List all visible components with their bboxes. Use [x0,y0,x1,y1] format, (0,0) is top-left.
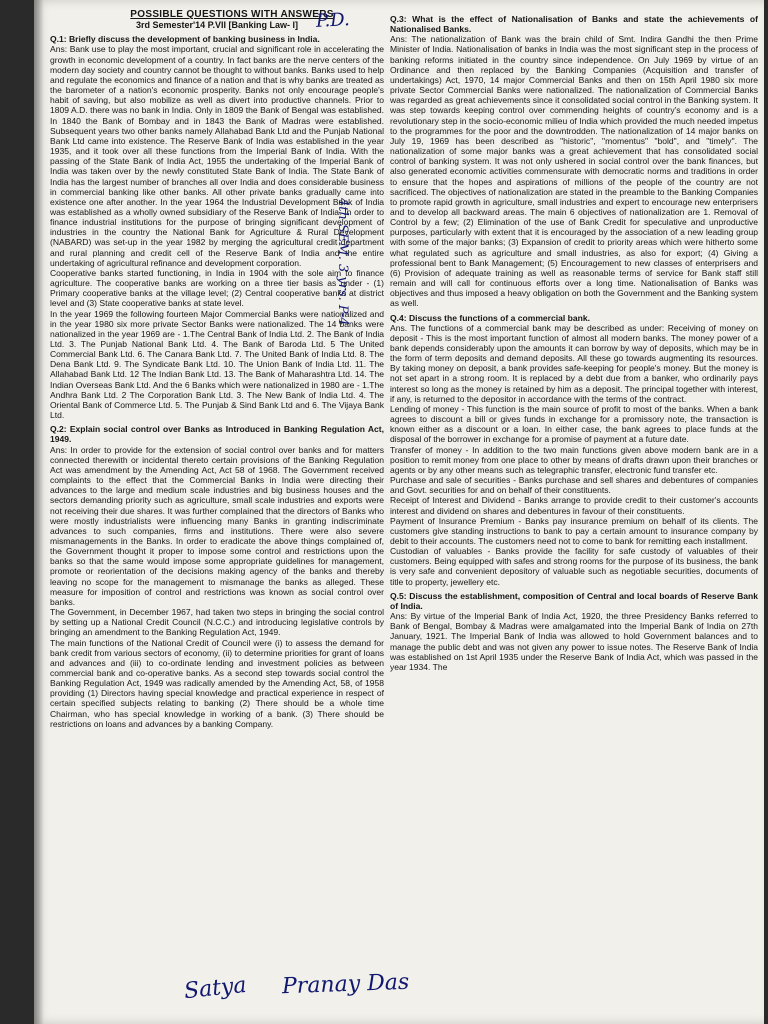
answer-paragraph: In the year 1969 the following fourteen Major Commercial Banks were nationalized and in the year 1980 six more private Sector Banks were nationalized. The 14 banks were nationalized in the year 1969 are - 1.The Central Bank of India Ltd. 2. The Bank of India Ltd. 3. The Punjab National Bank Ltd. 4. The Bank of Baroda Ltd. 5 The United Commercial Bank Ltd. 6. The Canara Bank Ltd. 7. The United Bank of India Ltd. 8. The Dena Bank Ltd. 9. The Syndicate Bank Ltd. 10. The Union Bank of India Ltd. 11. The Allahabad Bank Ltd. 12 The Indian Bank Ltd. 13. The Bank of Maharashtra Ltd. 14. The Indian Overseas Bank Ltd. And the 6 Banks which were nationalized in 1980 are - 1.The Andhra Bank Ltd. 2 The Corporation Bank Ltd. 3. The New Bank of India Ltd. 4. The Oriental Bank of Commerce Ltd. 5. The Punjab & Sind Bank Ltd and 6. The Vijaya Bank Ltd. [50,308,384,421]
question-heading: Q.4: Discuss the functions of a commercial bank. [390,312,590,323]
right-column [390,10,758,940]
question-heading: Q.5: Discuss the establishment, composition of Central and local boards of Reserve Bank of India. [390,590,758,611]
answer-paragraph: Ans: By virtue of the Imperial Bank of India Act, 1920, the three Presidency Banks referred to Bank of Bengal, Bombay & Madras were amalgamated into the Imperial Bank of India on 27th January, 1921. The Imperial Bank of India was allowed to hold Government balances and to manage the public debt and was not given any power to issue notes. The Reserve Bank of India was established on 1st April 1935 under the Reserve Bank of India Act, which was passed in the year 1934. The [390,611,758,672]
handwritten-signature-1: Satya [182,972,248,1005]
answer-paragraph: Payment of Insurance Premium - Banks pay insurance premium on behalf of its clients. The customers give standing instructions to bank to pay a certain amount to insurance company by debit to their accounts. The customers need not to come to bank for remitting each installment. [390,515,758,546]
question-heading: Q.3: What is the effect of Nationalisation of Banks and state the achievements of Nationalised Banks. [390,14,758,35]
right-column-body [390,14,758,672]
document-title: POSSIBLE QUESTIONS WITH ANSWERS [130,10,334,20]
answer-paragraph: Custodian of valuables - Banks provide the facility for safe custody of valuables of their customers. Being equipped with safes and strong rooms for the purpose of its business, the bank is very safe and convenient depository of valuable such as negotiable securities, documents of title to property, jewellery etc. [390,546,758,587]
handwritten-initials: P.D. [315,9,351,32]
answer-paragraph: The Government, in December 1967, had taken two steps in bringing the social control by setting up a National Credit Council (N.C.C.) and introducing legislative controls by bringing an amendment to the Banking Regulation Act, 1949. [50,607,384,638]
question-heading: Q.1: Briefly discuss the development of banking business in India. [50,34,320,45]
answer-paragraph: Ans: Bank use to play the most important, crucial and significant role in accelerating the growth in economic development of a country. In fact banks are the nerve centers of the modern day society and country cannot be thought to without banks. Banks used to help and regulate the economics and finance of a nation and that is why banks are treated as the barometer of a nation's economic prosperity. Banks not only encourage people's habit of saving, but also mobilize as well as divert into productive channels. Prior to 1809 A.D. there was no bank in India. Only in 1809 the Bank of Bengal was established. In 1840 the Bank of Bombay and in 1843 the Bank of Madras were established. Subsequent years two other banks namely Allahabad Bank Ltd and the Punjab National Bank Ltd came into existence. The Reserve Bank of India was established in the year 1935, and it took over all these functions from the Imperial Bank of India. With the passing of the State Bank of India Act, 1955 the undertaking of the Imperial Bank of India was taken over by the newly constituted State Bank of India. The State Bank of India has the largest number of branches all over India and does considerable business in commercial banking like other banks. All other private banks gradually came into existence one after another. In the year 1964 the Industrial Development Bank of India was established as a wholly owned subsidiary of the Reserve Bank of India. In order to finance industrial institutions for the purpose of bringing significant development of industries in the country the National Bank for Agriculture & Rural Development (NABARD) was set-up in the year 1982 by merging the agricultural credit department and rural planning and credit cell of the Reserve Bank of India and the entire undertaking of agricultural refinance and development corporation. [50,44,384,268]
handwritten-signature-2: Pranay Das [281,969,410,1000]
handwritten-margin-note: 4th SEM. 3 yrs. P-4 [335,198,350,326]
left-column-body [50,34,384,729]
document-subtitle: 3rd Semester'14 P.VII [Banking Law- I] [135,20,299,31]
answer-paragraph: Cooperative banks started functioning, in India in 1904 with the sole aim to finance agriculture. The cooperative banks are working on a three tier basis as under - (1) Primary cooperative banks at the village level; (2) Central cooperative banks at district level and (3) State cooperative banks at state level. [50,267,384,309]
answer-paragraph: Ans: In order to provide for the extension of social control over banks and for matters connected therewith or incidental thereto certain provisions of the Banking Regulation Act was amendment by the Amending Act, Act 58 of 1968. The Government received complaints to the effect that the Commercial Banks in India were directing their advances to the large and medium scale industries and big business houses and the sectors demanding priority such as agriculture, small scale industries and exports were not receiving their due shares. It was further complained that the directors of Banks who were mostly industrialists were influencing many Banks in granting indiscriminate advances to such companies, firms and institutions. There were also severe mismanagements in the Banks. In order to eradicate the above things complained of, the Government thought it proper to impose some control and restrictions upon the banks so that the same would impose some appropriate guidelines for management, promote or reorientation of the decisions making agency of the banks and thereby leaving no scope for the management to mismanage the banks as alleged. These measure for imposition of control and restrictions was known as social control over banks. [50,444,384,607]
page-edge-shadow [34,0,44,1024]
answer-paragraph: Receipt of Interest and Dividend - Banks arrange to provide credit to their customer's accounts interest and dividend on shares and debentures in favour of their constituents. [390,495,758,516]
question-heading: Q.2: Explain social control over Banks as Introduced in Banking Regulation Act, 1949. [50,424,384,445]
answer-paragraph: Ans. The functions of a commercial bank may be described as under: Receiving of money on deposit - This is the most important function of almost all modern banks. The money power of a bank depends considerably upon the amounts it can borrow by way of deposits, which may be in the form of term deposits and demand deposits. All these go towards augmenting its resources. By taking money on deposit, a bank provides safe-keeping for people's money. But the money is not set apart in a strong room. It is replaced by a debt due from a banker, who ordinarily pays interest so long as the money is retained by him as a deposit. The principal together with interest, if any, is returned to the depositor in accordance with the terms of the contract. [390,322,758,404]
left-column [50,10,384,940]
answer-paragraph: Purchase and sale of securities - Banks purchase and sell shares and debentures of companies and Govt. securities for and on behalf of their constituents. [390,475,758,496]
answer-paragraph: Ans: The nationalization of Bank was the brain child of Smt. Indira Gandhi the then Prime Minister of India. Nationalisation of banks in India was the most significant step in the process of banking reforms initiated in the country since independence. On July 1969 by virtue of an Ordinance and then replaced by the Banking Companies (Acquisition and transfer of undertakings) Act, 1970, 14 major Commercial Banks and then on 15th April 1980 six more private Sector Commercial Banks were nationalized. The nationalization of Commercial Banks was regarded as great achievements since it consolidated social control in the Banking system. It was step towards keeping control over commending heights of country's economy and is a revolutionary step in the socio-economic milieu of India which provided the much needed impetus to the programmes for the poor and the downtrodden. The nationalization of 14 major banks on July 19, 1969 has been described as "historic", "momentus" "bold", and "timely". The nationalization of some major banks was a great achievement that has consolidated social control of banking system. It was not only ushered in social control over the bank finances, but also generated economic activities commensurate with democratic norms and traditions in order to ensure that the hopes and aspirations of millions of the people of the country are not sacrificed. The objectives of nationalization are stated in the preamble to the Banking Companies to promote rapid growth in agriculture, small industries and expert to encourage new enterprisers and to develop all backward areas. The main 6 objectives of nationalization are 1. Removal of Control by a few; (2) Elimination of the use of Bank Credit for speculative and unproductive purposes, particularly with extent that it is encouraged by the association of a new leading group with some of the major banks; (3) Expansion of credit to priority areas which were hitherto some what regulated such as agriculture and small industries, as also for export; (4) Giving a professional bent to Bank Management; (5) Encouragement to new classes of enterprisers and (6) Provision of adequate training as well as reasonable terms of service for Bank staff still remain and will call for continuous efforts over a long time. Nationalisation of Banks was objectives and thus imposed a heavy obligation on both the Government and the Banking system as well. [390,34,758,309]
answer-paragraph: Lending of money - This function is the main source of profit to most of the banks. When a bank agrees to discount a bill or gives funds in exchange for a promissory note, the transaction is known either as a discount or a loan. In either case, the bank agrees to place funds at the disposal of the borrower in exchange for a promise of payment at a future date. [390,403,758,445]
document-page [34,0,764,1024]
answer-paragraph: Transfer of money - In addition to the two main functions given above modern bank are in a position to remit money from one place to other by means of drafts drawn upon their branches or agents or by any other means such as telegraphic transfer, electronic fund transfer etc. [390,444,758,475]
answer-paragraph: The main functions of the National Credit of Council were (i) to assess the demand for bank credit from various sectors of economy, (ii) to determine priorities for grant of loans and advances and (iii) to co-ordinate lending and investment policies as between commercial bank and co-operative banks. As a second step towards social control the Banking Regulation Act, 1949 was radically amended by the Amending Act, 58, of 1958 providing (1) Directors having special knowledge and practical experience in respect of certain specified subjects relating to banking (2) There should be a whole time Chairman, who has special knowledge in working of a bank. (3) There should be restrictions on loans and advances by a banking Company. [50,637,384,729]
